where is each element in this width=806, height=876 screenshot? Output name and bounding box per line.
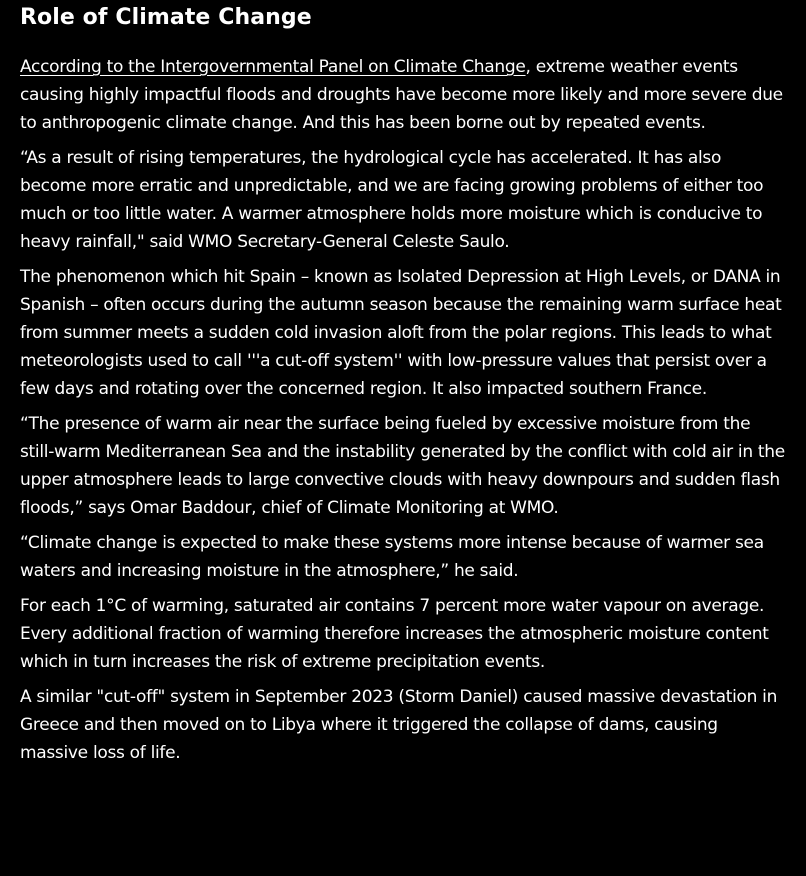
paragraph-quote-intensity: “Climate change is expected to make these systems more intense because of warmer sea waters and increasing moisture in the atmosphere,” he said. [20, 533, 764, 581]
section-heading: Role of Climate Change [20, 5, 312, 30]
paragraph-dana: The phenomenon which hit Spain – known as Isolated Depression at High Levels, or DANA in Spanish – often occurs during the autumn season because the remaining warm surface heat from summer meets a sudden cold invasion aloft from the polar regions. This leads to what meteorologists used to call '''a cut-off system'' with low-pressure values that persist over a few days and rotating over the concerned region. It also impacted southern France. [20, 267, 782, 399]
paragraph-quote-baddour: “The presence of warm air near the surface being fueled by excessive moisture from the still-warm Mediterranean Sea and the instability generated by the conflict with cold air in the upper atmosphere leads to large convective clouds with heavy downpours and sudden flash floods,” says Omar Baddour, chief of Climate Monitoring at WMO. [20, 414, 785, 518]
ipcc-link[interactable]: According to the Intergovernmental Panel on Climate Change [20, 57, 526, 77]
paragraph-ipcc [20, 53, 788, 137]
paragraph-text: , extreme weather events causing highly impactful floods and droughts have become more likely and more severe due to anthropogenic climate change. And this has been borne out by repeated events. [20, 57, 783, 133]
paragraph-quote-saulo: “As a result of rising temperatures, the hydrological cycle has accelerated. It has also become more erratic and unpredictable, and we are facing growing problems of either too much or too little water. A warmer atmosphere holds more moisture which is conducive to heavy rainfall," said WMO Secretary-General Celeste Saulo. [20, 148, 764, 252]
paragraph-water-vapour: For each 1°C of warming, saturated air contains 7 percent more water vapour on average. Every additional fraction of warming therefore increases the atmospheric moisture content which in turn increases the risk of extreme precipitation events. [20, 596, 769, 672]
paragraph-storm-daniel: A similar "cut-off" system in September 2023 (Storm Daniel) caused massive devastation in Greece and then moved on to Libya where it triggered the collapse of dams, causing massive loss of life. [20, 687, 778, 763]
